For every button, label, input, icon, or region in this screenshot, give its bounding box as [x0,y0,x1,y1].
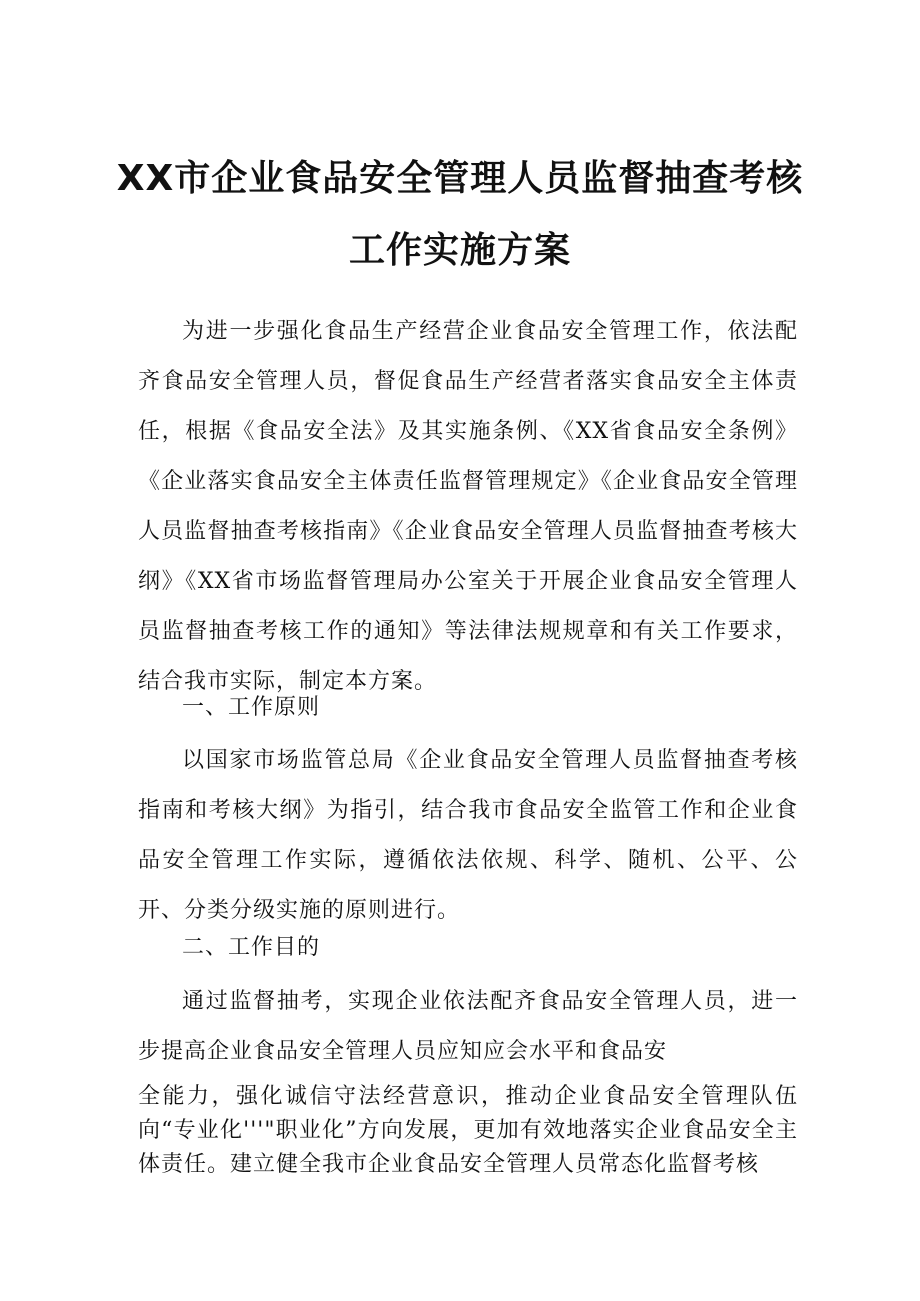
objectives-paragraph-part-2: 全能力，强化诚信守法经营意识，推动企业食品安全管理队伍向“专业化'''"职业化”方向发展，更加有效地落实企业食品安全主体责任。建立健全我市企业食品安全管理人员常态化监督考核 [138,1084,798,1177]
document-title-line-2: 工作实施方案 [348,230,571,271]
section-heading-principles: 一、工作原则 [182,695,321,720]
document-title-line-1: XX市企业食品安全管理人员监督抽查考核 [116,158,804,199]
intro-paragraph: 为进一步强化食品生产经营企业食品安全管理工作，依法配齐食品安全管理人员，督促食品生产经营者落实食品安全主体责任，根据《食品安全法》及其实施条例、《XX省食品安全条例》《企业落实食品安全主体责任监督管理规定》《企业食品安全管理人员监督抽查考核指南》《企业食品安全管理人员监督抽查考核大纲》《XX省市场监督管理局办公室关于开展企业食品安全管理人员监督抽查考核工作的通知》等法律法规规章和有关工作要求，结合我市实际，制定本方案。 [138,319,798,694]
objectives-paragraph-part-1: 通过监督抽考，实现企业依法配齐食品安全管理人员，进一步提高企业食品安全管理人员应知应会水平和食品安 [138,989,798,1064]
principles-paragraph: 以国家市场监管总局《企业食品安全管理人员监督抽查考核指南和考核大纲》为指引，结合我市食品安全监管工作和企业食品安全管理工作实际，遵循依法依规、科学、随机、公平、公开、分类分级实施的原则进行。 [138,748,798,923]
section-heading-objectives: 二、工作目的 [182,935,321,960]
